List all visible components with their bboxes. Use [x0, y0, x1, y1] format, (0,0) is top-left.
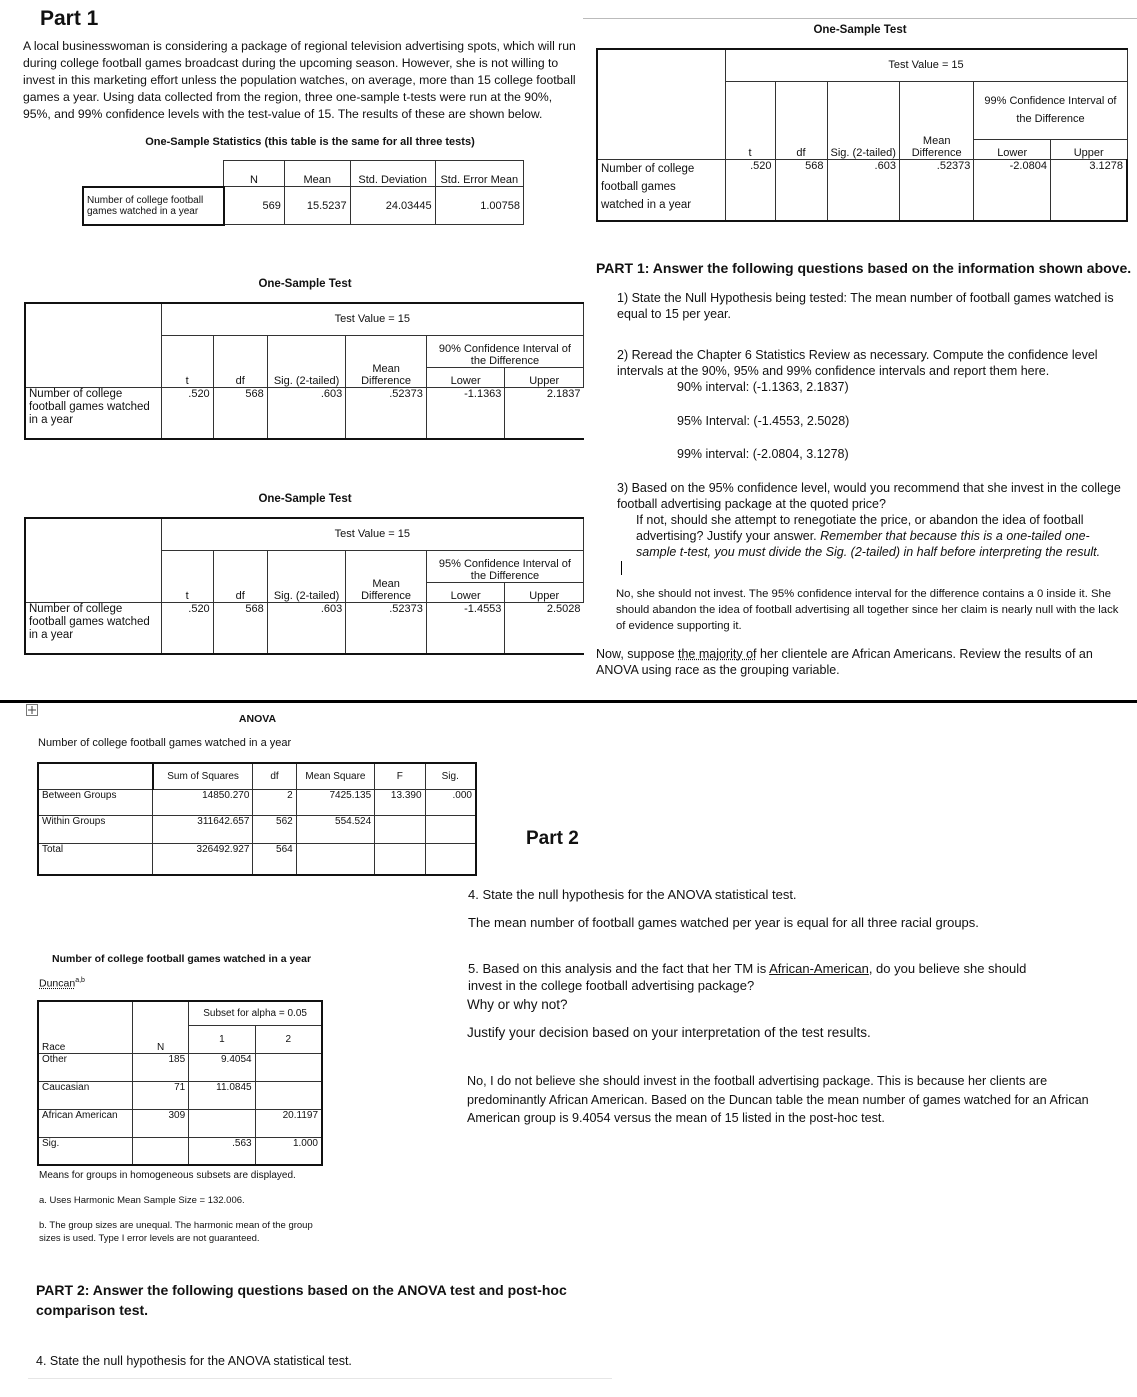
question-3: 3) Based on the 95% confidence level, would you recommend that she invest in the college football advertising package at the quoted price? If not, should she attempt to renegotiate the price, or abandon the idea of football advertising? Justify your answer. Remember that because this is a one-tailed one-sample t-test, you must divide the Sig. (2-tailed) in half before interpreting the result. [617, 481, 1121, 559]
bottom-shade [28, 1378, 612, 1379]
answer-4: The mean number of football games watched per year is equal for all three racial groups. [468, 915, 979, 930]
duncan-label: Duncan$^{a,b}$ [39, 977, 85, 990]
test90-title: One-Sample Test [258, 278, 352, 290]
question-5: 5. Based on this analysis and the fact that her TM is African-American, do you believe she should invest in the college football advertising package? [468, 961, 1027, 993]
duncan-table: Race N Subset for alpha = 0.05 1 2 Other 185 9.4054 Caucasian 71 11.0845 African American 309 20.1197 Sig. .563 1.000 [37, 1000, 323, 1166]
one-sample-test-99-table: Test Value = 15 t df Sig. (2-tailed) Mean Difference 99% Confidence Interval of the Difference Lower Upper Number of college football games watched in a year .520 568 .603 .52373 -2.0804 3.1278 [596, 48, 1128, 222]
move-handle-icon[interactable] [26, 703, 38, 715]
answer-5: No, I do not believe she should invest in the football advertising package. This is because her clients are predominantly African American. Based on the Duncan table the mean number of games watched for an African American group is 9.4054 versus the mean of 15 listed in the post-hoc test. [467, 1074, 1089, 1125]
stats-table-title: One-Sample Statistics (this table is the same for all three tests) [145, 136, 475, 148]
part1-questions-heading: PART 1: Answer the following questions based on the information shown above. [596, 260, 1132, 276]
duncan-title: Number of college football games watched in a year [52, 953, 312, 965]
one-sample-statistics-table: N Mean Std. Deviation Std. Error Mean Number of college football games watched in a year 569 15.5237 24.03445 1.00758 [82, 160, 524, 226]
interval-90: 90% interval: (-1.1363, 2.1837) [677, 380, 849, 394]
question-4-repeat: 4. State the null hypothesis for the ANOVA statistical test. [36, 1354, 352, 1368]
duncan-note-a: a. Uses Harmonic Mean Sample Size = 132.006. [39, 1195, 245, 1206]
answer-3: No, she should not invest. The 95% confidence interval for the difference contains a 0 inside it. She should abandon the idea of football advertising all together since her claim is nearly null with the lack of evidence supporting it. [616, 588, 1119, 632]
question-4: 4. State the null hypothesis for the ANOVA statistical test. [468, 887, 797, 902]
test99-title: One-Sample Test [813, 24, 907, 36]
part2-title: Part 2 [526, 828, 579, 849]
one-sample-test-90-table: Test Value = 15 t df Sig. (2-tailed) Mean Difference 90% Confidence Interval of the Difference Lower Upper Number of college football games watched in a year .520 568 .603 .52373 -1.1363 2.1837 [24, 302, 584, 440]
transition-text: Now, suppose the majority of her clientele are African Americans. Review the results of an ANOVA using race as the grouping variable. [596, 647, 1093, 677]
part1-intro: A local businesswoman is considering a package of regional television advertising spots, which will run during college football games broadcast during the upcoming season. However, she is not willing to invest in this marketing effort unless the population watches, on average, more than 15 college football games a year. Using data collected from the region, three one-sample t-tests were run at the 90%, 95%, and 99% confidence levels with the test-value of 15. The results of these are shown below. [23, 39, 576, 121]
question-5-why: Why or why not? [467, 997, 568, 1012]
anova-table: Sum of Squares df Mean Square F Sig. Between Groups 14850.270 2 7425.135 13.390 .000 Within Groups 311642.657 562 554.524 Total 326492.927 564 [37, 762, 477, 876]
interval-95: 95% Interval: (-1.4553, 2.5028) [677, 414, 850, 428]
test95-title: One-Sample Test [258, 493, 352, 505]
part1-title: Part 1 [40, 7, 99, 30]
question-5-justify: Justify your decision based on your interpretation of the test results. [467, 1025, 871, 1040]
duncan-note: Means for groups in homogeneous subsets are displayed. [39, 1170, 296, 1181]
top-rule [583, 18, 1137, 19]
duncan-note-b: b. The group sizes are unequal. The harmonic mean of the group sizes is used. Type I error levels are not guaranteed. [39, 1220, 313, 1244]
section-divider [0, 700, 1137, 703]
anova-subtitle: Number of college football games watched in a year [38, 737, 292, 749]
part2-heading: PART 2: Answer the following questions based on the ANOVA test and post-hoc comparison test. [36, 1282, 567, 1318]
stats-row-label: Number of college football games watched in a year [83, 187, 224, 225]
anova-title: ANOVA [238, 713, 277, 725]
question-2: 2) Reread the Chapter 6 Statistics Review as necessary. Compute the confidence level intervals at the 90%, 95% and 99% confidence intervals and report them here. [617, 348, 1098, 378]
question-1: 1) State the Null Hypothesis being tested: The mean number of football games watched is equal to 15 per year. [617, 291, 1114, 321]
interval-99: 99% interval: (-2.0804, 3.1278) [677, 447, 849, 461]
text-cursor [621, 561, 622, 575]
one-sample-test-95-table: Test Value = 15 t df Sig. (2-tailed) Mean Difference 95% Confidence Interval of the Difference Lower Upper Number of college football games watched in a year .520 568 .603 .52373 -1.4553 2.5028 [24, 517, 584, 655]
